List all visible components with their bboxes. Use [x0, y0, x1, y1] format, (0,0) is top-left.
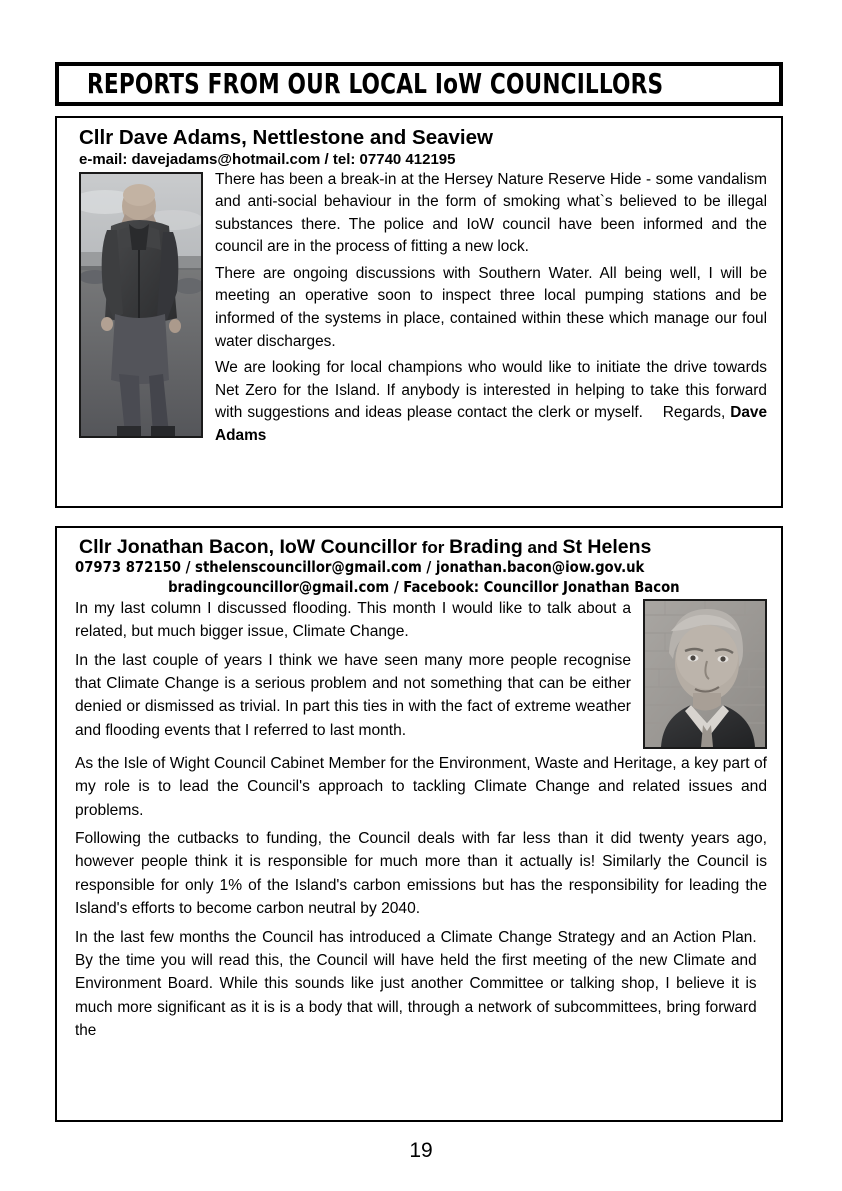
councillor-report-dave-adams	[55, 116, 783, 508]
paragraph: In my last column I discussed flooding. This month I would like to talk about a related, but much bigger issue, Climate Change.	[75, 599, 631, 641]
paragraph-text: We are looking for local champions who would like to initiate the drive towards Net Zero for the Island. If anybody is interested in helping to take this forward with suggestions and ideas please contact the clerk or myself.	[215, 359, 767, 422]
name-part-for: for	[417, 538, 450, 557]
paragraph: As the Isle of Wight Council Cabinet Member for the Environment, Waste and Heritage, a key part of my role is to lead the Council's approach to tackling Climate Change and related issues and problems.	[75, 754, 767, 819]
page-number: 19	[409, 1139, 433, 1162]
paragraph: Following the cutbacks to funding, the Council deals with far less than it did twenty years ago, however people think it is responsible for much more than it actually is! Similarly the Council is responsible for only 1% of the Island's carbon emissions but has the responsibility for leading the Island's efforts to become carbon neutral by 2040.	[75, 830, 767, 918]
page-banner	[55, 62, 783, 106]
councillor-name-heading	[79, 536, 767, 558]
name-part-main: Cllr Jonathan Bacon, IoW Councillor	[79, 536, 418, 558]
councillor-photo-dave-adams	[79, 172, 203, 438]
councillor-contact-line-2: bradingcouncillor@gmail.com / Facebook: Councillor Jonathan Bacon	[168, 577, 680, 596]
councillor-body-text	[75, 597, 767, 1043]
councillor-contact-line-1: 07973 872150 / sthelenscouncillor@gmail.com / jonathan.bacon@iow.gov.uk	[75, 558, 645, 577]
councillor-body-text	[79, 169, 767, 452]
signoff-prefix: Regards,	[662, 404, 731, 422]
paragraph: In the last couple of years I think we have seen many more people recognise that Climate Change is a serious problem and not something that can be either denied or dismissed as trivial. In part this ties in with the fact of extreme weather and flooding events that I referred to last month.	[75, 651, 631, 739]
signoff-name: Dave Adams	[215, 404, 768, 444]
signoff-spacer	[643, 404, 663, 421]
councillor-photo-jonathan-bacon	[643, 599, 767, 749]
name-part-st-helens: St Helens	[562, 536, 652, 558]
paragraph: There are ongoing discussions with Southern Water. All being well, I will be meeting an operative soon to inspect three local pumping stations and be informed of the systems in place, contained within these which manage our foul water discharges.	[215, 264, 767, 350]
name-part-brading: Brading	[449, 536, 523, 558]
name-part-and: and	[522, 538, 563, 557]
page-title: REPORTS FROM OUR LOCAL IoW COUNCILLORS	[87, 67, 664, 100]
councillor-report-jonathan-bacon	[55, 526, 783, 1122]
councillor-name-heading: Cllr Dave Adams, Nettlestone and Seaview	[79, 126, 493, 149]
councillor-contact-line: e-mail: davejadams@hotmail.com / tel: 07740 412195	[79, 150, 456, 168]
paragraph: There has been a break-in at the Hersey Nature Reserve Hide - some vandalism and anti-social behaviour in the form of smoking what`s believed to be illegal substances there. The police and IoW council have been informed and the council are in the process of fitting a new lock.	[215, 170, 767, 256]
paragraph: In the last few months the Council has introduced a Climate Change Strategy and an Action Plan. By the time you will read this, the Council will have held the first meeting of the new Climate and Environment Board. While this sounds like just another Committee or talking shop, I believe it is much more significant as it is is a body that will, through a network of subcommittees, bring forward the	[75, 928, 757, 1040]
